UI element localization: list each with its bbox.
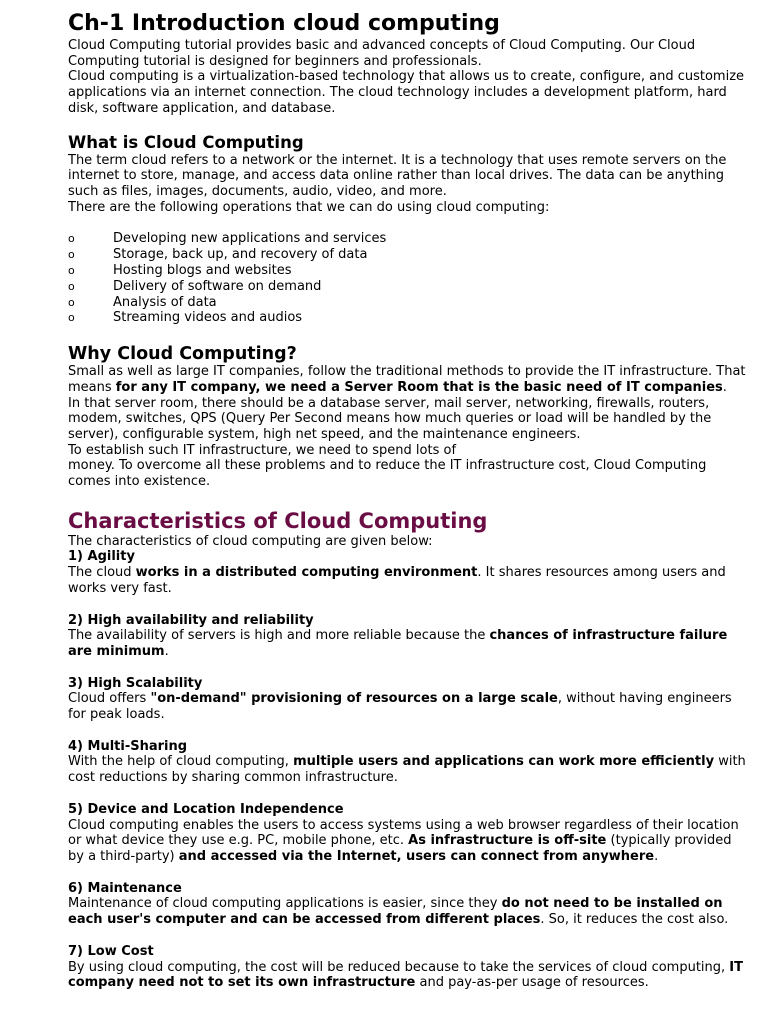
what-paragraph-1: The term cloud refers to a network or the internet. It is a technology that uses remote servers on the internet to store, manage, and access data online rather than local drives. The data can be anything such as files, images, documents, audio, video, and more. [68,152,727,199]
why-paragraph-3: To establish such IT infrastructure, we need to spend lots of money. To overcome all these problems and to reduce the IT infrastructure cost, Cloud Computing comes into existence. [68,442,707,490]
scalability-text: Cloud offers "on-demand" provisioning of resources on a large scale, without having engineers for peak loads. [68,691,732,723]
intro-paragraph-1: Cloud Computing tutorial provides basic and advanced concepts of Cloud Computing. Our Cloud Computing tutorial is designed for beginners and professionals. [68,38,696,69]
maintenance-text: Maintenance of cloud computing applications is easier, since they do not need to be installed on each user's computer and can be accessed from different places. So, it reduces the cost also. [68,896,729,928]
multisharing-title: 4) Multi-Sharing [68,738,188,754]
why-paragraph-2: In that server room, there should be a database server, mail server, networking, firewalls, routers, modem, switches, QPS (Query Per Second means how much queries or load will be handled by the server), configurable system, high net speed, and the maintenance engineers. [68,395,712,442]
why-paragraph-1: Small as well as large IT companies, follow the traditional methods to provide the IT infrastructure. That means for any IT company, we need a Server Room that is the basic need of IT companies. [68,364,746,395]
lowcost-text: By using cloud computing, the cost will be reduced because to take the services of cloud computing, IT company need not to set its own infrastructure and pay-as-per usage of resources. [68,959,744,991]
list-item: o Delivery of software on demand [68,278,322,294]
circle-bullet-icon: o [68,263,75,277]
multisharing-text: With the help of cloud computing, multiple users and applications can work more efficiently with cost reductions by sharing common infrastructure. [68,754,746,786]
list-item: o Analysis of data [68,294,217,310]
page-title: Ch-1 Introduction cloud computing [68,11,500,36]
availability-text: The availability of servers is high and more reliable because the chances of infrastructure failure are minimum. [68,628,728,659]
what-heading: What is Cloud Computing [68,132,304,152]
content-column [68,11,750,991]
characteristics-heading: Characteristics of Cloud Computing [68,508,488,533]
circle-bullet-icon: o [68,279,75,293]
characteristics-intro: The characteristics of cloud computing are given below: [68,533,433,549]
operations-list [68,231,750,326]
list-item: o Streaming videos and audios [68,310,303,326]
circle-bullet-icon: o [68,295,75,309]
list-item: o Developing new applications and services [68,231,387,247]
why-heading: Why Cloud Computing? [68,344,297,365]
list-item: o Hosting blogs and websites [68,262,292,278]
device-title: 5) Device and Location Independence [68,801,344,817]
maintenance-title: 6) Maintenance [68,880,182,896]
lowcost-title: 7) Low Cost [68,943,154,959]
agility-text: The cloud works in a distributed computing environment. It shares resources among users and works very fast. [68,565,726,596]
agility-title: 1) Agility [68,549,135,565]
circle-bullet-icon: o [68,232,75,246]
intro-paragraph-2: Cloud computing is a virtualization-based technology that allows us to create, configure, and customize applications via an internet connection. The cloud technology includes a development platform, hard disk, software application, and database. [68,69,745,116]
list-item: o Storage, back up, and recovery of data [68,247,368,263]
what-paragraph-2: There are the following operations that we can do using cloud computing: [68,199,550,215]
device-text: Cloud computing enables the users to access systems using a web browser regardless of their location or what device they use e.g. PC, mobile phone, etc. As infrastructure is off-site (typically provided by a third-party) and accessed via the Internet, users can connect from anywhere. [68,817,739,864]
scalability-title: 3) High Scalability [68,675,203,691]
circle-bullet-icon: o [68,311,75,325]
circle-bullet-icon: o [68,248,75,262]
availability-title: 2) High availability and reliability [68,612,314,628]
